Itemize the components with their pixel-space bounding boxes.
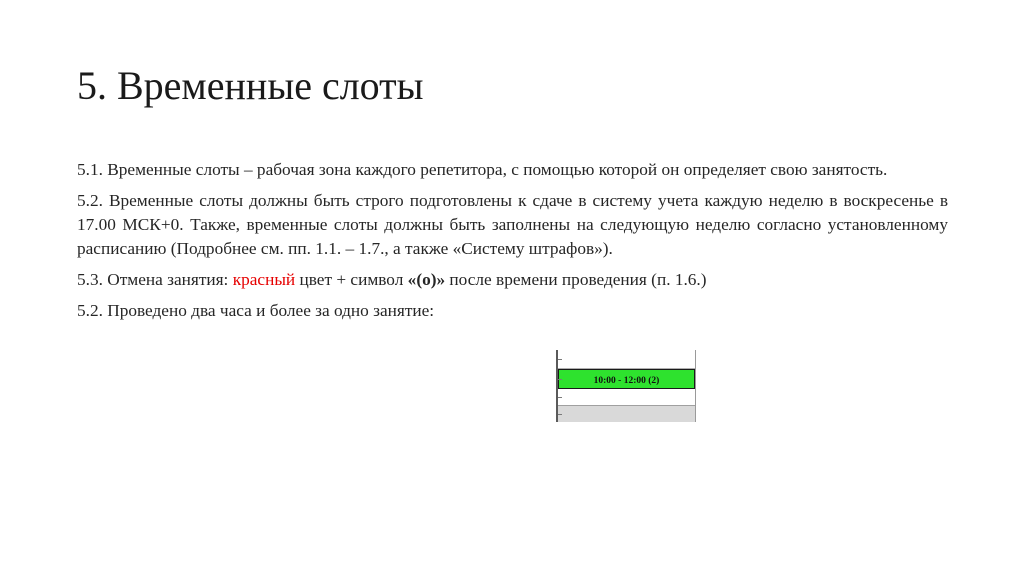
paragraph-5-2: 5.2. Временные слоты должны быть строго подготовлены к сдаче в систему учета каждую неделю в воскресенье в 17.00 МСК+0. Также, временные слоты должны быть заполнены на следующую неделю согласно установленному расписанию (Подробнее см. пп. 1.1. – 1.7., а также «Систему штрафов»). <box>77 191 948 258</box>
red-color-word: красный <box>232 270 296 289</box>
spreadsheet-snippet <box>556 350 696 422</box>
sheet-row-empty-top <box>558 350 695 369</box>
sheet-tick <box>558 414 562 415</box>
cancel-text-prefix: 5.3. Отмена занятия: <box>77 270 233 289</box>
sheet-tick <box>558 379 562 380</box>
paragraph-two-hours: 5.2. Проведено два часа и более за одно занятие: <box>77 301 435 320</box>
sheet-row-grey <box>558 406 695 422</box>
time-slot-label: 10:00 - 12:00 (2) <box>593 376 660 386</box>
paragraph-5-1: 5.1. Временные слоты – рабочая зона каждого репетитора, с помощью которой он определяет свою занятость. <box>77 160 888 179</box>
paragraph-5-3 <box>77 268 948 292</box>
sheet-left-border <box>556 350 558 422</box>
sheet-tick <box>558 397 562 398</box>
sheet-row-empty-middle <box>558 389 695 406</box>
cancel-text-suffix: после времени проведения (п. 1.6.) <box>445 270 707 289</box>
cancel-text-middle: цвет + символ <box>295 270 408 289</box>
slide-title: 5. Временные слоты <box>77 63 424 108</box>
cancel-symbol: «(о)» <box>407 270 446 289</box>
sheet-tick <box>558 359 562 360</box>
time-slot-cell <box>558 369 695 389</box>
sheet-right-border <box>695 350 696 422</box>
slide-body <box>77 158 948 330</box>
